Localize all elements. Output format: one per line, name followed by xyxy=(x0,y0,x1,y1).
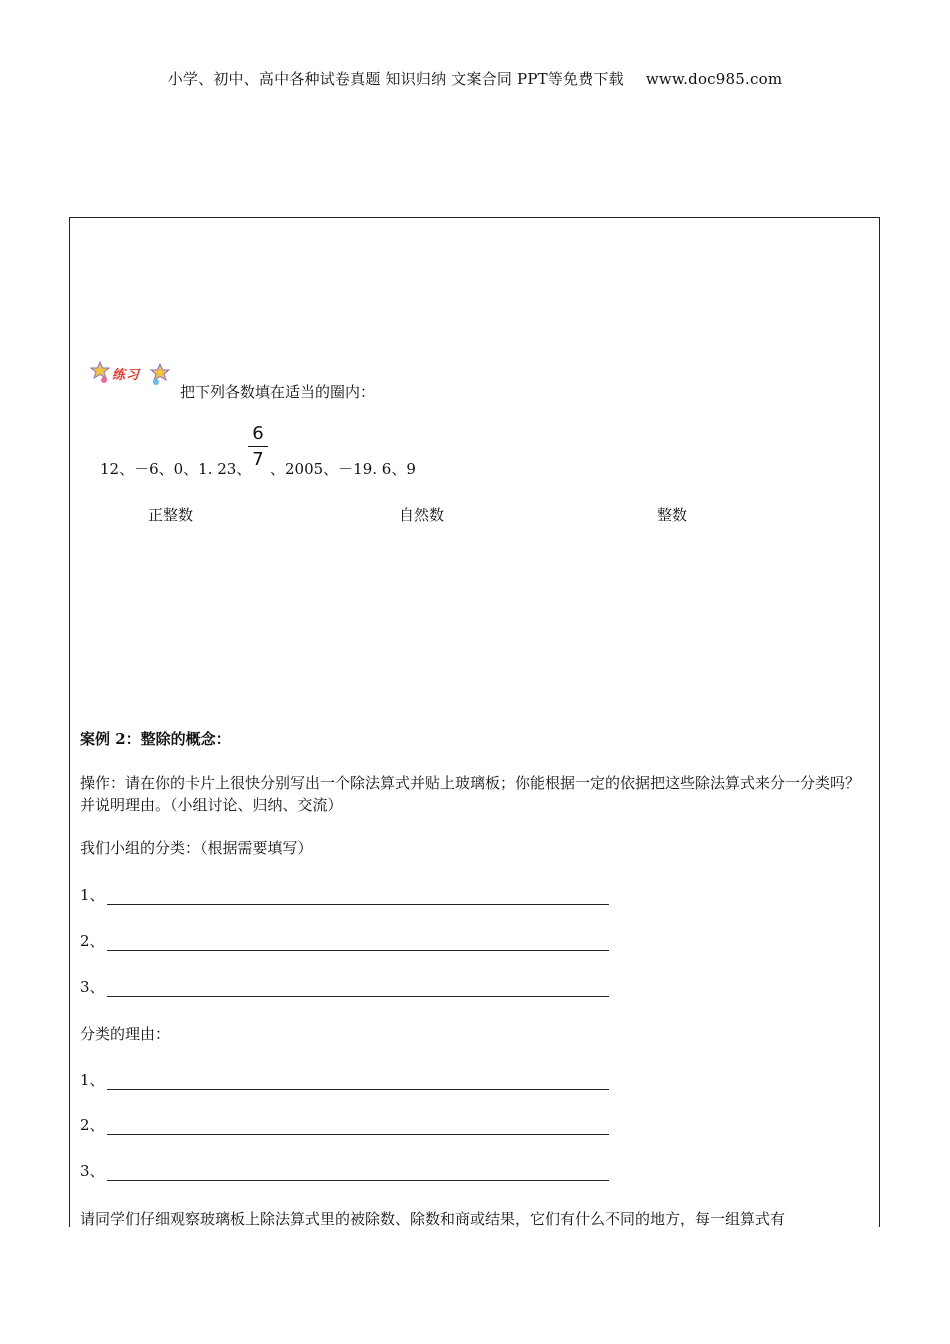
header-url[interactable]: www.doc985.com xyxy=(645,70,783,88)
fraction xyxy=(248,424,268,470)
group-item-1 xyxy=(80,884,609,905)
group-item-2-blank[interactable] xyxy=(107,934,609,951)
exercise-badge xyxy=(90,358,170,390)
group-item-1-label: 1、 xyxy=(80,886,105,904)
number-list-part1: 12、－6、0、1. 23、 xyxy=(100,460,252,478)
header-text: 小学、初中、高中各种试卷真题 知识归纳 文案合同 PPT等免费下载 xyxy=(167,70,624,88)
case2-title: 案例 2：整除的概念： xyxy=(80,730,231,748)
reason-item-2-label: 2、 xyxy=(80,1116,105,1134)
group-label: 我们小组的分类：（根据需要填写） xyxy=(80,839,313,857)
category-integers: 整数 xyxy=(657,506,688,524)
fraction-denominator: 7 xyxy=(252,449,264,470)
group-item-1-blank[interactable] xyxy=(107,888,609,905)
case2-closing: 请同学们仔细观察玻璃板上除法算式里的被除数、除数和商或结果，它们有什么不同的地方，每一组算式有 xyxy=(80,1210,786,1227)
worksheet-frame xyxy=(69,217,880,1227)
fraction-bar xyxy=(248,446,268,447)
group-item-3-label: 3、 xyxy=(80,978,105,996)
case2-operation: 操作：请在你的卡片上很快分别写出一个除法算式并贴上玻璃板；你能根据一定的依据把这些除法算式来分一分类吗？并说明理由。（小组讨论、归纳、交流） xyxy=(80,774,861,814)
reason-item-1-label: 1、 xyxy=(80,1071,105,1089)
group-item-3 xyxy=(80,976,609,997)
reason-item-2 xyxy=(80,1114,609,1135)
group-item-3-blank[interactable] xyxy=(107,980,609,997)
group-item-2-label: 2、 xyxy=(80,932,105,950)
reason-item-3-blank[interactable] xyxy=(107,1164,609,1181)
category-positive-integers: 正整数 xyxy=(148,506,194,524)
number-list-part2: 、2005、－19. 6、9 xyxy=(270,460,416,478)
exercise-instruction: 把下列各数填在适当的圈内： xyxy=(180,383,376,401)
fraction-numerator: 6 xyxy=(252,423,264,444)
reason-item-3 xyxy=(80,1160,609,1181)
group-item-2 xyxy=(80,930,609,951)
category-natural-numbers: 自然数 xyxy=(399,506,445,524)
page-header xyxy=(0,68,950,89)
reason-item-1-blank[interactable] xyxy=(107,1073,609,1090)
reason-item-3-label: 3、 xyxy=(80,1162,105,1180)
exercise-badge-label: 练习 xyxy=(112,368,141,383)
reason-label: 分类的理由： xyxy=(80,1025,171,1043)
reason-item-2-blank[interactable] xyxy=(107,1118,609,1135)
reason-item-1 xyxy=(80,1069,609,1090)
